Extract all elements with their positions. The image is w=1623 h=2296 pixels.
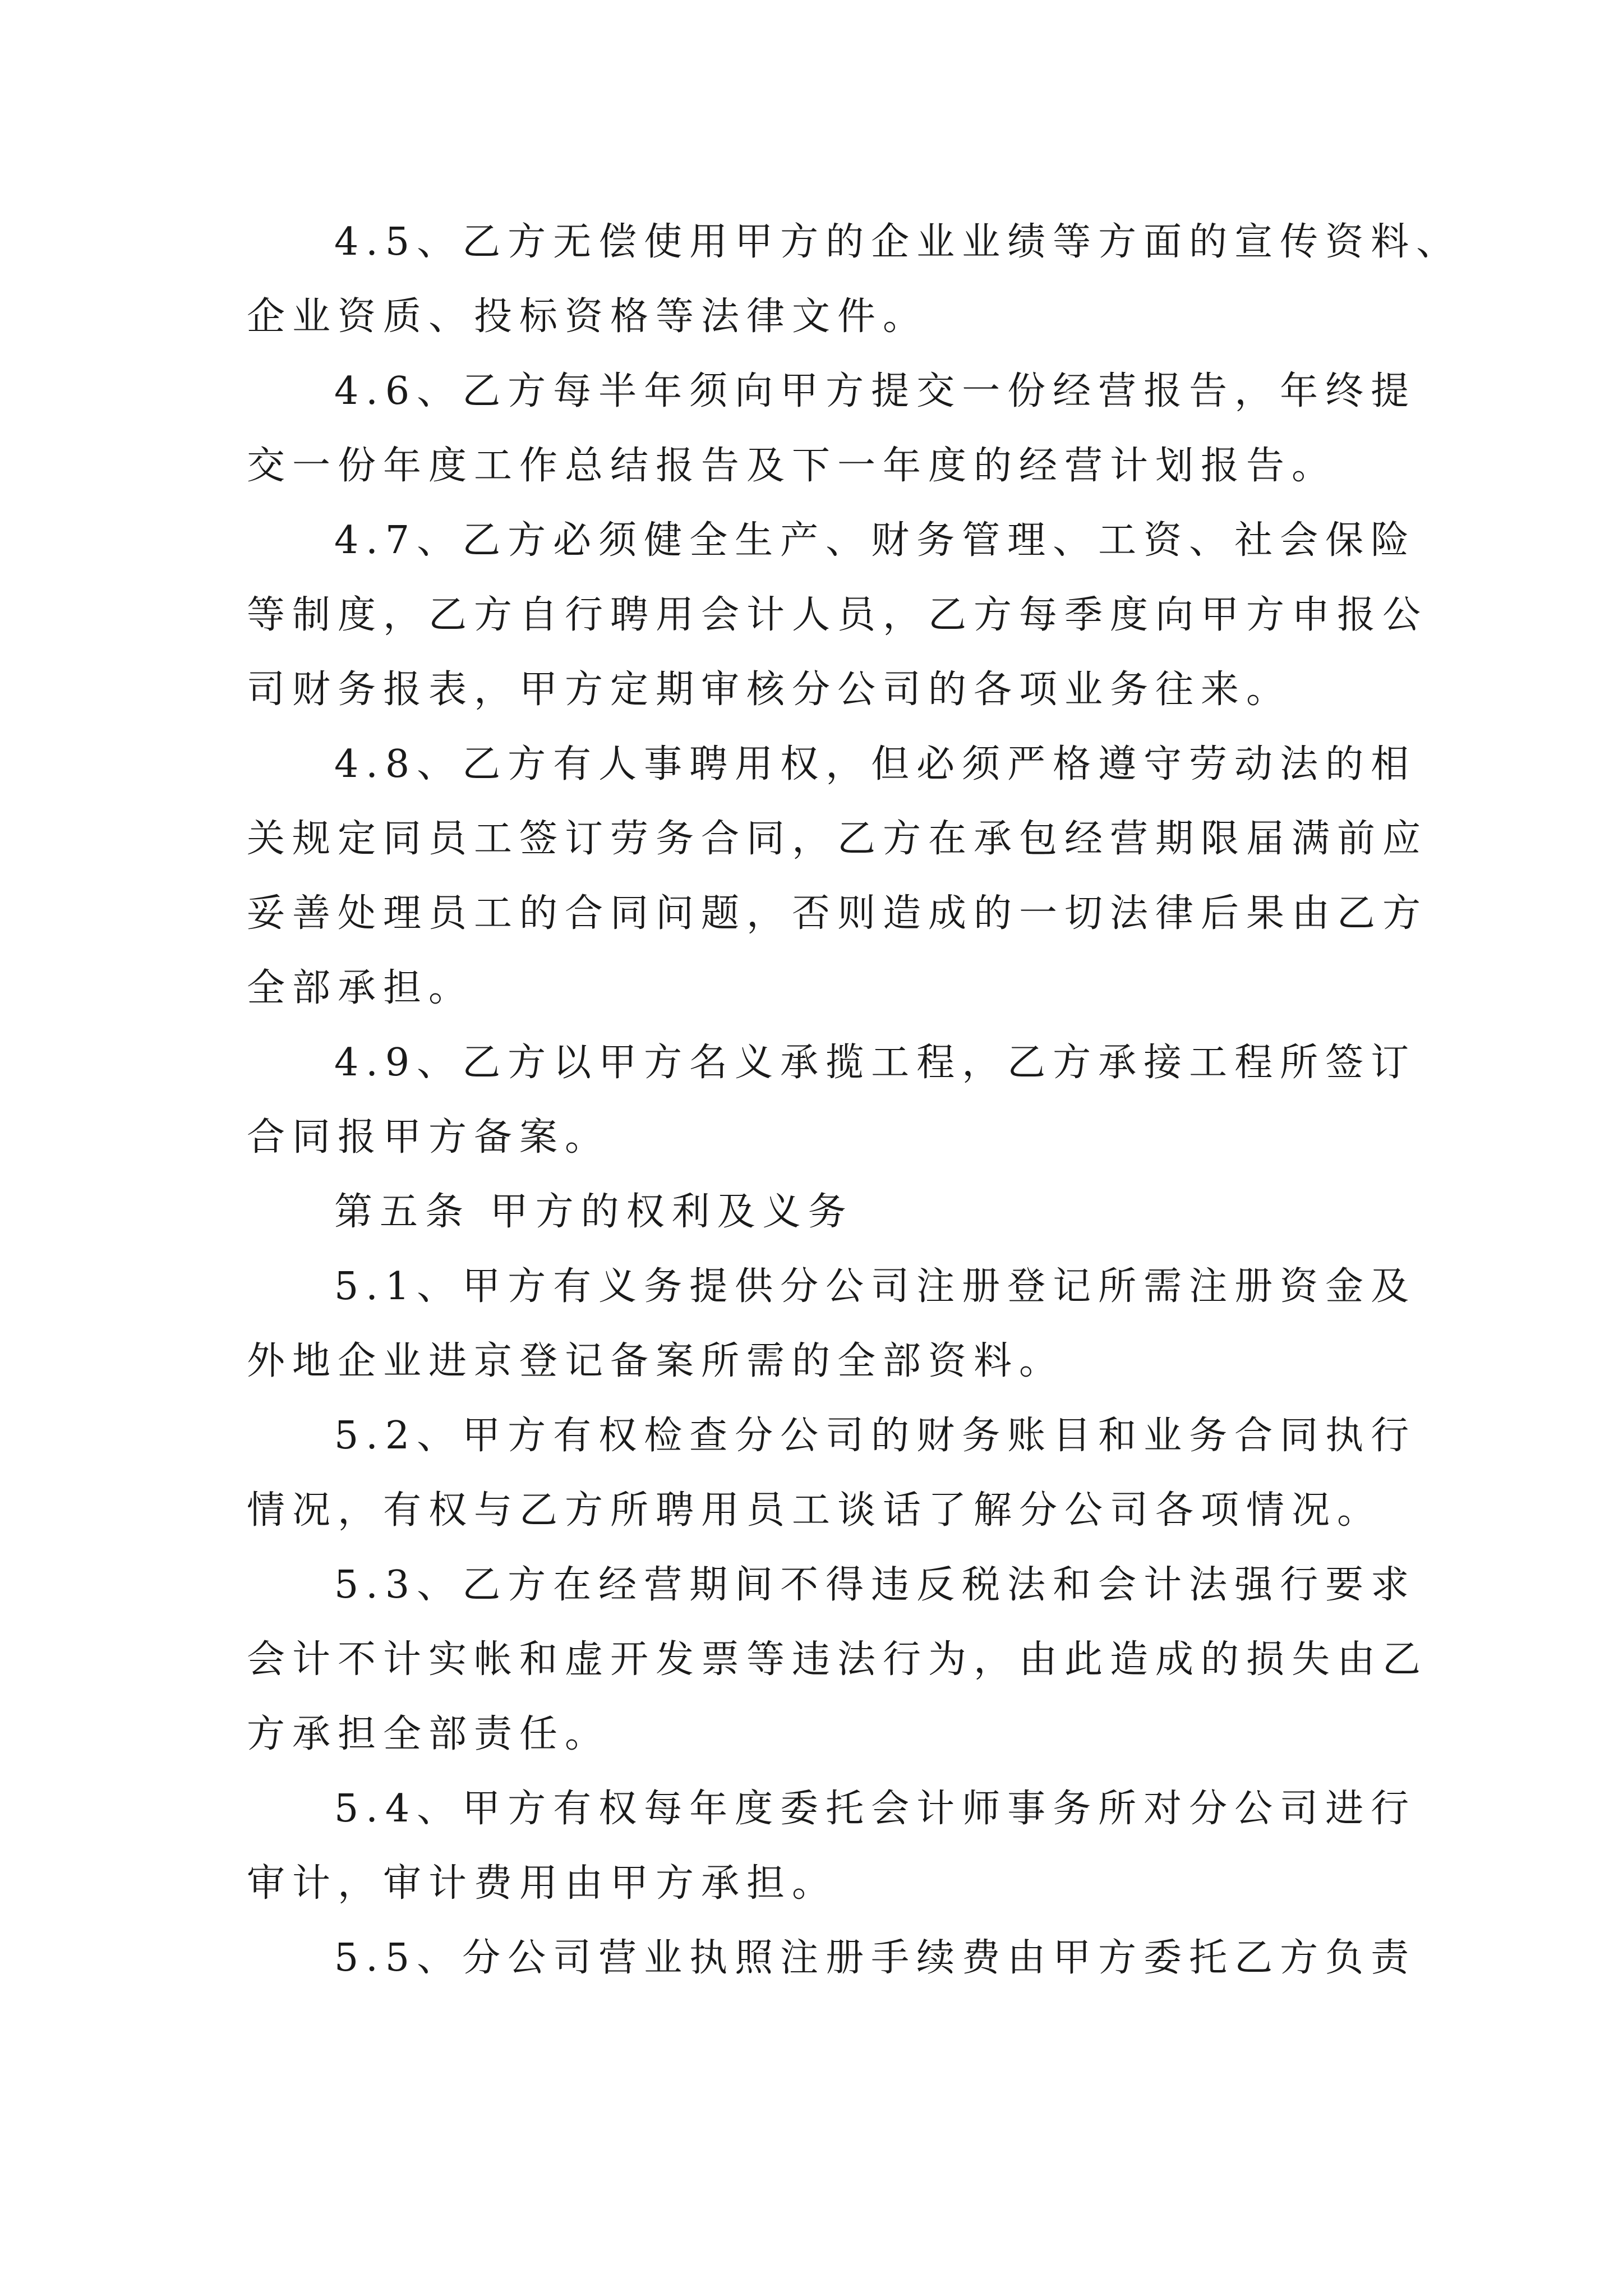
clause-5-2-line-2: 情况，有权与乙方所聘用员工谈话了解分公司各项情况。 — [247, 1488, 1383, 1533]
clause-5-3-line-2: 会计不计实帐和虚开发票等违法行为，由此造成的损失由乙 — [247, 1637, 1428, 1682]
clause-4-5-line-2: 企业资质、投标资格等法律文件。 — [247, 295, 929, 339]
clause-4-7-line-2: 等制度，乙方自行聘用会计人员，乙方每季度向甲方申报公 — [247, 593, 1428, 637]
clause-5-2-line-1: 5.2、甲方有权检查分公司的财务账目和业务合同执行 — [334, 1414, 1417, 1458]
clause-4-5-line-1: 4.5、乙方无偿使用甲方的企业业绩等方面的宣传资料、 — [334, 220, 1462, 264]
clause-5-1-line-2: 外地企业进京登记备案所需的全部资料。 — [247, 1339, 1065, 1383]
clause-4-8-line-4: 全部承担。 — [247, 966, 474, 1010]
clause-5-4-line-1: 5.4、甲方有权每年度委托会计师事务所对分公司进行 — [334, 1787, 1417, 1831]
clause-4-9-line-1: 4.9、乙方以甲方名义承揽工程，乙方承接工程所签订 — [334, 1041, 1417, 1085]
clause-5-3-line-1: 5.3、乙方在经营期间不得违反税法和会计法强行要求 — [334, 1563, 1417, 1607]
clause-4-8-line-1: 4.8、乙方有人事聘用权，但必须严格遵守劳动法的相 — [334, 742, 1417, 786]
article-5-heading: 第五条 甲方的权利及义务 — [334, 1190, 854, 1234]
clause-4-6-line-1: 4.6、乙方每半年须向甲方提交一份经营报告，年终提 — [334, 369, 1417, 413]
clause-4-6-line-2: 交一份年度工作总结报告及下一年度的经营计划报告。 — [247, 444, 1338, 488]
clause-5-1-line-1: 5.1、甲方有义务提供分公司注册登记所需注册资金及 — [334, 1264, 1417, 1309]
clause-5-5-line-1: 5.5、分公司营业执照注册手续费由甲方委托乙方负责 — [334, 1936, 1417, 1980]
clause-4-8-line-2: 关规定同员工签订劳务合同，乙方在承包经营期限届满前应 — [247, 817, 1428, 861]
clause-4-7-line-3: 司财务报表，甲方定期审核分公司的各项业务往来。 — [247, 668, 1292, 712]
clause-4-9-line-2: 合同报甲方备案。 — [247, 1115, 611, 1159]
clause-4-7-line-1: 4.7、乙方必须健全生产、财务管理、工资、社会保险 — [334, 518, 1417, 563]
clause-5-4-line-2: 审计，审计费用由甲方承担。 — [247, 1861, 838, 1906]
clause-4-8-line-3: 妥善处理员工的合同问题，否则造成的一切法律后果由乙方 — [247, 891, 1428, 936]
clause-5-3-line-3: 方承担全部责任。 — [247, 1712, 611, 1756]
